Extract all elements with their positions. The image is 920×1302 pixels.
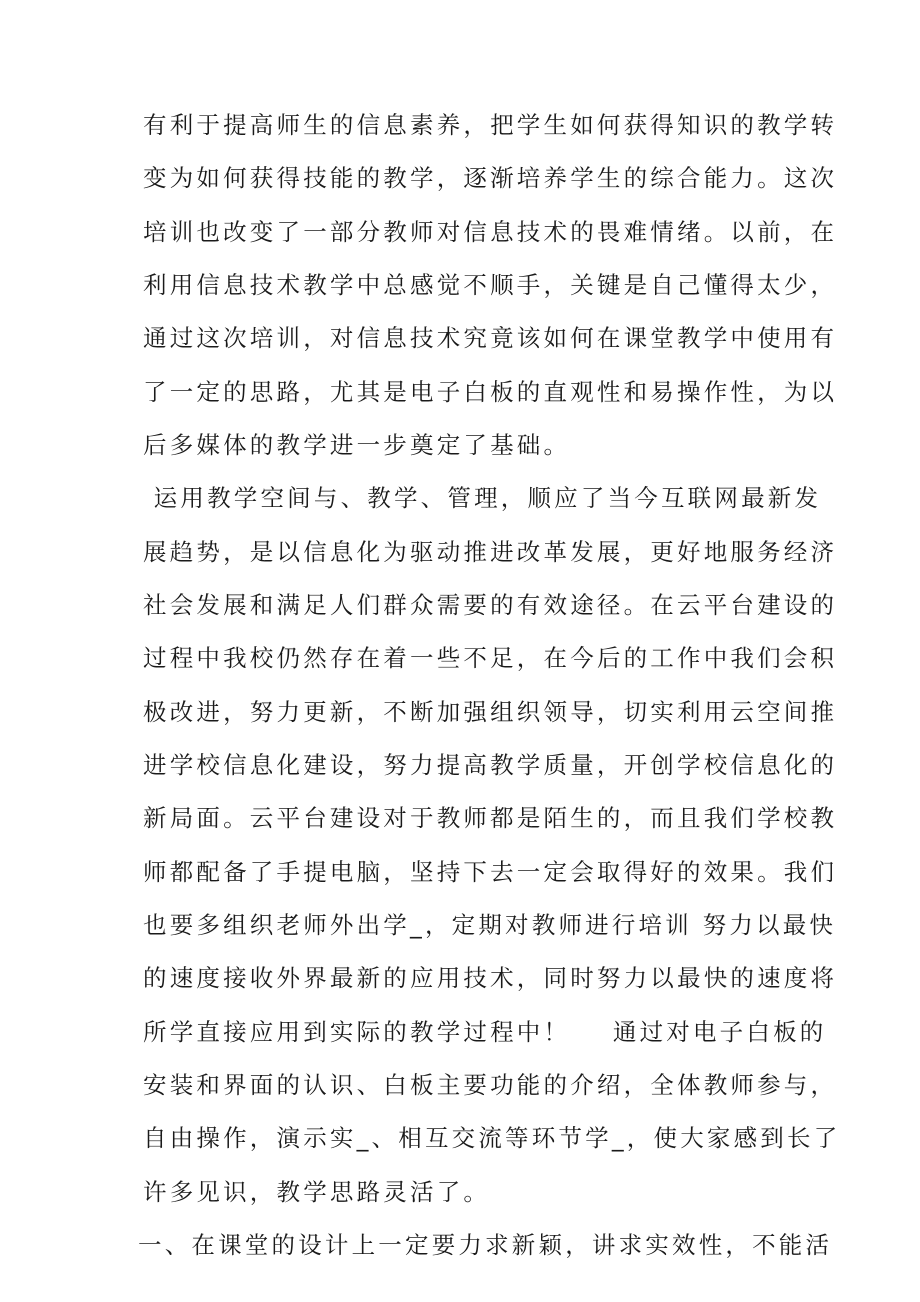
text-line: 有利于提高师生的信息素养，把学生如何获得知识的教学转 [143, 111, 838, 139]
text-line: 培训也改变了一部分教师对信息技术的畏难情绪。以前，在 [143, 218, 838, 246]
text-line: 许多见识，教学思路灵活了。 [143, 1178, 491, 1206]
text-line: 利用信息技术教学中总感觉不顺手，关键是自己懂得太少， [143, 271, 838, 299]
text-line: 所学直接应用到实际的教学过程中！ 通过对电子白板的 [143, 1018, 827, 1046]
text-line: 一、在课堂的设计上一定要力求新颖，讲求实效性，不能活 [138, 1231, 833, 1259]
text-line: 的速度接收外界最新的应用技术，同时努力以最快的速度将 [143, 964, 838, 992]
text-line: 变为如何获得技能的教学，逐渐培养学生的综合能力。这次 [143, 164, 838, 192]
text-line: 通过这次培训，对信息技术究竟该如何在课堂教学中使用有 [143, 324, 838, 352]
text-line: 后多媒体的教学进一步奠定了基础。 [143, 431, 571, 459]
text-line: 也要多组织老师外出学_，定期对教师进行培训 努力以最快 [143, 911, 837, 939]
text-line: 了一定的思路，尤其是电子白板的直观性和易操作性，为以 [143, 378, 838, 406]
text-line: 师都配备了手提电脑，坚持下去一定会取得好的效果。我们 [143, 858, 838, 886]
text-line: 新局面。云平台建设对于教师都是陌生的，而且我们学校教 [143, 804, 838, 832]
text-line: 社会发展和满足人们群众需要的有效途径。在云平台建设的 [143, 591, 838, 619]
text-line: 极改进，努力更新，不断加强组织领导，切实利用云空间推 [143, 698, 838, 726]
text-line: 自由操作，演示实_、相互交流等环节学_，使大家感到长了 [143, 1124, 841, 1152]
text-line: 安装和界面的认识、白板主要功能的介绍，全体教师参与， [143, 1071, 838, 1099]
text-line: 运用教学空间与、教学、管理，顺应了当今互联网最新发 [143, 484, 822, 512]
text-line: 进学校信息化建设，努力提高教学质量，开创学校信息化的 [143, 751, 838, 779]
text-line: 过程中我校仍然存在着一些不足，在今后的工作中我们会积 [143, 644, 838, 672]
text-line: 展趋势，是以信息化为驱动推进改革发展，更好地服务经济 [143, 538, 838, 566]
